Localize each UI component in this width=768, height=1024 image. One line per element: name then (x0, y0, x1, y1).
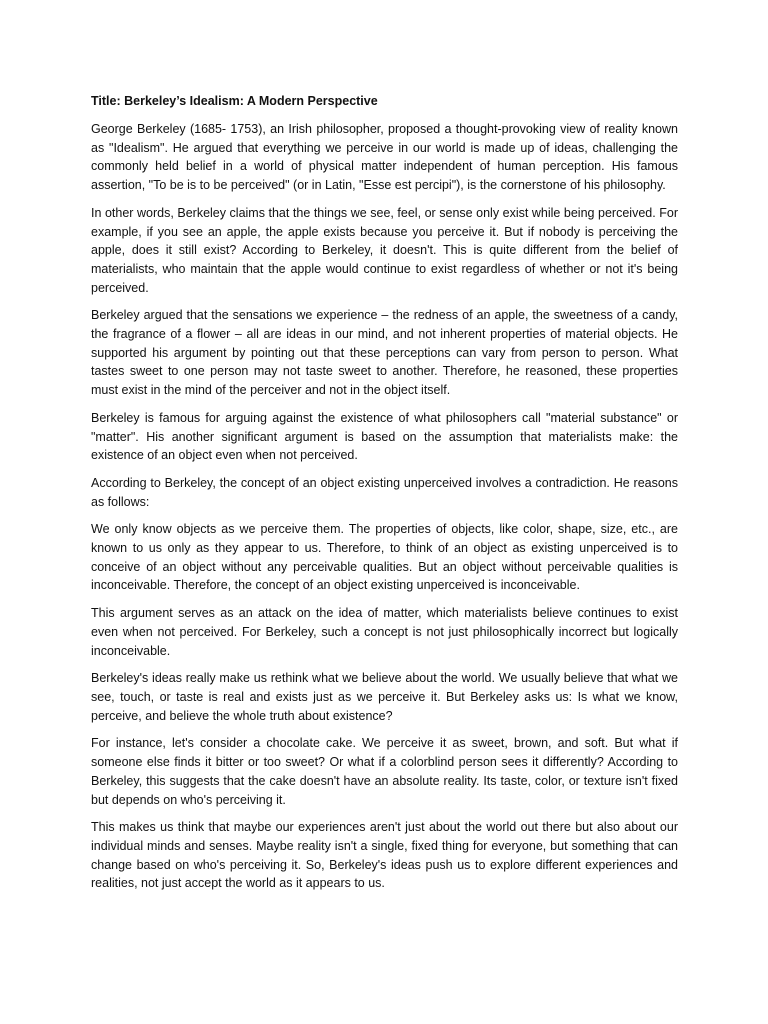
paragraph-intro: George Berkeley (1685- 1753), an Irish philosopher, proposed a thought-provoking view of reality known as "Idealism". He argued that everything we perceive in our world is made up of ideas, challenging the commonly held belief in a world of physical matter independent of human perception. His famous assertion, "To be is to be perceived" (or in Latin, "Esse est percipi"), is the cornerstone of his philosophy. (91, 122, 678, 193)
paragraph-rethink: Berkeley's ideas really make us rethink what we believe about the world. We usually believe that what we see, touch, or taste is real and exists just as we perceive it. But Berkeley asks us: Is what we know, perceive, and believe the whole truth about existence? (91, 671, 678, 723)
document-title: Title: Berkeley’s Idealism: A Modern Perspective (91, 94, 378, 108)
document-page (91, 92, 678, 902)
paragraph-perception: In other words, Berkeley claims that the things we see, feel, or sense only exist while being perceived. For example, if you see an apple, the apple exists because you perceive it. But if nobody is perceiving the apple, does it still exist? According to Berkeley, it doesn't. This is quite different from the belief of materialists, who maintain that the apple would continue to exist regardless of whether or not it's being perceived. (91, 205, 678, 295)
paragraph-argument: We only know objects as we perceive them. The properties of objects, like color, shape, size, etc., are known to us only as they appear to us. Therefore, to think of an object as existing unperceived is to conceive of an object without any perceivable qualities. But an object without perceivable qualities is inconceivable. Therefore, the concept of an object existing unperceived is inconceivable. (91, 522, 678, 593)
paragraph-attack-on-matter: This argument serves as an attack on the idea of matter, which materialists believe continues to exist even when not perceived. For Berkeley, such a concept is not just philosophically incorrect but logically inconceivable. (91, 606, 678, 658)
paragraph-material-substance: Berkeley is famous for arguing against the existence of what philosophers call "material substance" or "matter". His another significant argument is based on the assumption that materialists make: the existence of an object even when not perceived. (91, 410, 678, 463)
paragraph-sensations: Berkeley argued that the sensations we experience – the redness of an apple, the sweetness of a candy, the fragrance of a flower – all are ideas in our mind, and not inherent properties of material objects. He supported his argument by pointing out that these perceptions can vary from person to person. What tastes sweet to one person may not taste sweet to another. Therefore, he reasoned, these properties must exist in the mind of the perceiver and not in the object itself. (91, 308, 678, 398)
paragraph-chocolate-cake: For instance, let's consider a chocolate cake. We perceive it as sweet, brown, and soft. But what if someone else finds it bitter or too sweet? Or what if a colorblind person sees it differently? According to Berkeley, this suggests that the cake doesn't have an absolute reality. Its taste, color, or texture isn't fixed but depends on who's perceiving it. (91, 736, 678, 807)
paragraph-contradiction: According to Berkeley, the concept of an object existing unperceived involves a contradiction. He reasons as follows: (91, 475, 678, 509)
paragraph-conclusion: This makes us think that maybe our experiences aren't just about the world out there but also about our individual minds and senses. Maybe reality isn't a single, fixed thing for everyone, but something that can change based on who's perceiving it. So, Berkeley's ideas push us to explore different experiences and realities, not just accept the world as it appears to us. (91, 820, 678, 891)
